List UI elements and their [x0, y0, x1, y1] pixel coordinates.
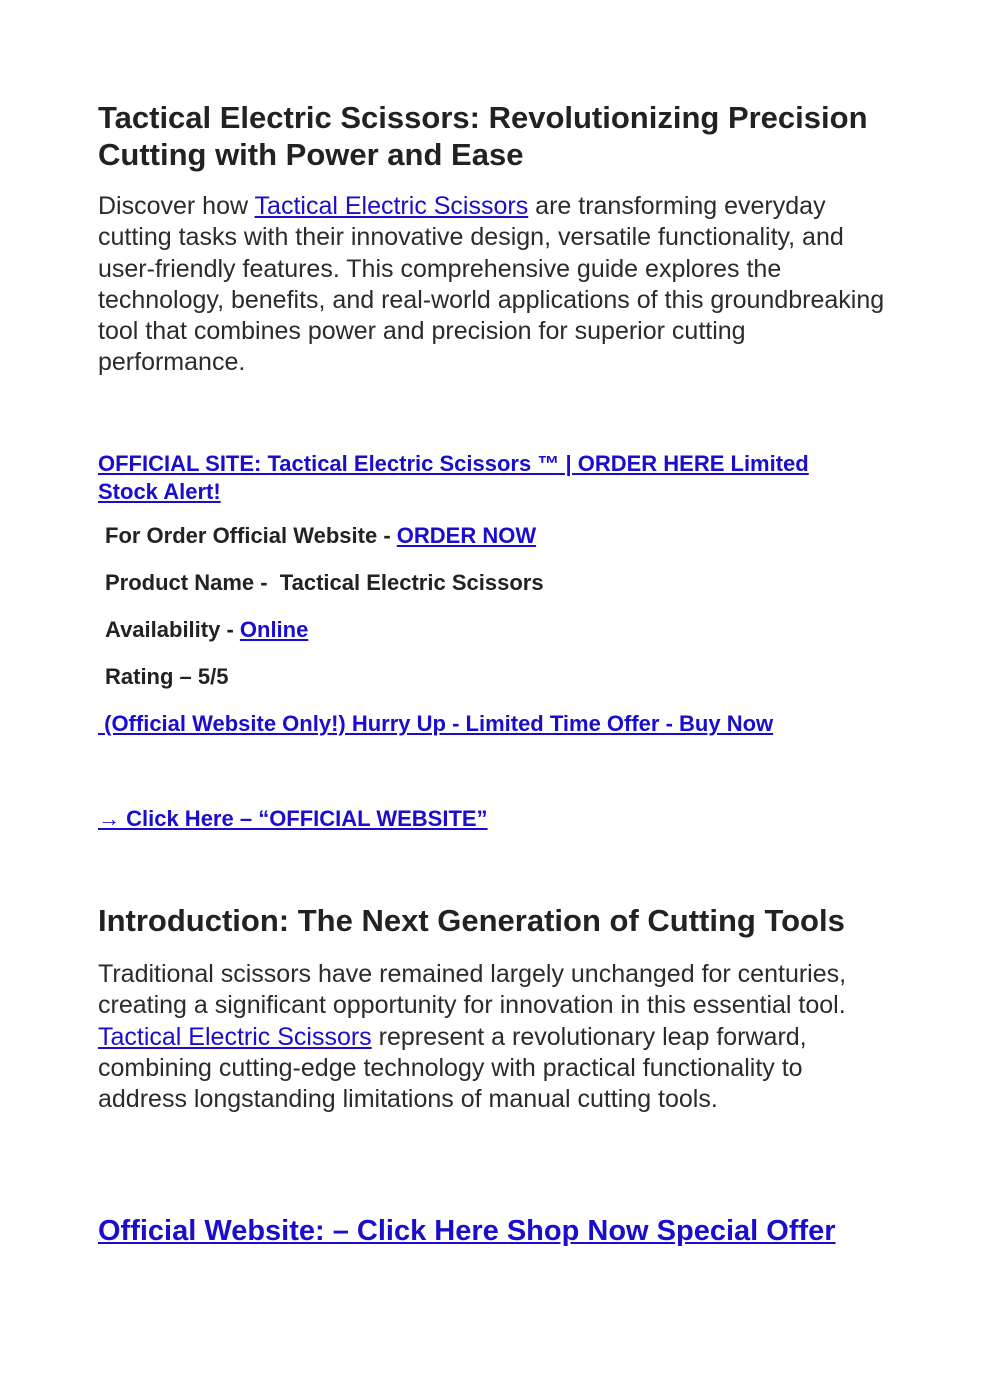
official-website-paragraph [98, 1212, 836, 1250]
availability-label: Availability - [105, 617, 240, 642]
availability-row [105, 616, 308, 644]
rating-row: Rating – 5/5 [105, 664, 229, 689]
section-paragraph [98, 959, 893, 1115]
order-row [105, 522, 536, 550]
official-site-link[interactable]: OFFICIAL SITE: Tactical Electric Scissors ™ | ORDER HERE Limited Stock Alert! [98, 451, 809, 504]
product-name-row: Product Name - Tactical Electric Scissors [105, 570, 544, 595]
page-title: Tactical Electric Scissors: Revolutionizing Precision Cutting with Power and Ease [98, 100, 868, 172]
hurry-buy-now-link[interactable]: (Official Website Only!) Hurry Up - Limited Time Offer - Buy Now [98, 711, 774, 736]
intro-text-before: Discover how [98, 192, 255, 220]
click-here-paragraph [98, 805, 488, 833]
order-label: For Order Official Website - [105, 523, 397, 548]
section-product-link[interactable]: Tactical Electric Scissors [98, 1022, 372, 1051]
click-here-official-link[interactable]: → Click Here – “OFFICIAL WEBSITE” [98, 806, 488, 831]
hurry-row [98, 710, 773, 738]
official-website-link[interactable]: Official Website: – Click Here Shop Now Special Offer [98, 1215, 836, 1247]
intro-text-after: are transforming everyday cutting tasks with their innovative design, versatile functionality, and user-friendly features. This comprehensive guide explores the technology, benefits, and real-world applications of this groundbreaking tool that combines power and precision for superior cutting performance. [98, 192, 885, 377]
intro-product-link[interactable]: Tactical Electric Scissors [254, 192, 529, 220]
intro-paragraph [98, 191, 893, 379]
section-heading: Introduction: The Next Generation of Cutting Tools [98, 903, 845, 938]
official-site-paragraph [98, 450, 858, 506]
availability-online-link[interactable]: Online [239, 617, 309, 642]
section-text-after: represent a revolutionary leap forward, combining cutting-edge technology with practical functionality to address longstanding limitations of manual cutting tools. [98, 1022, 807, 1114]
section-text-before: Traditional scissors have remained largely unchanged for centuries, creating a significant opportunity for innovation in this essential tool. [98, 960, 847, 1020]
order-now-link[interactable]: ORDER NOW [396, 523, 537, 548]
